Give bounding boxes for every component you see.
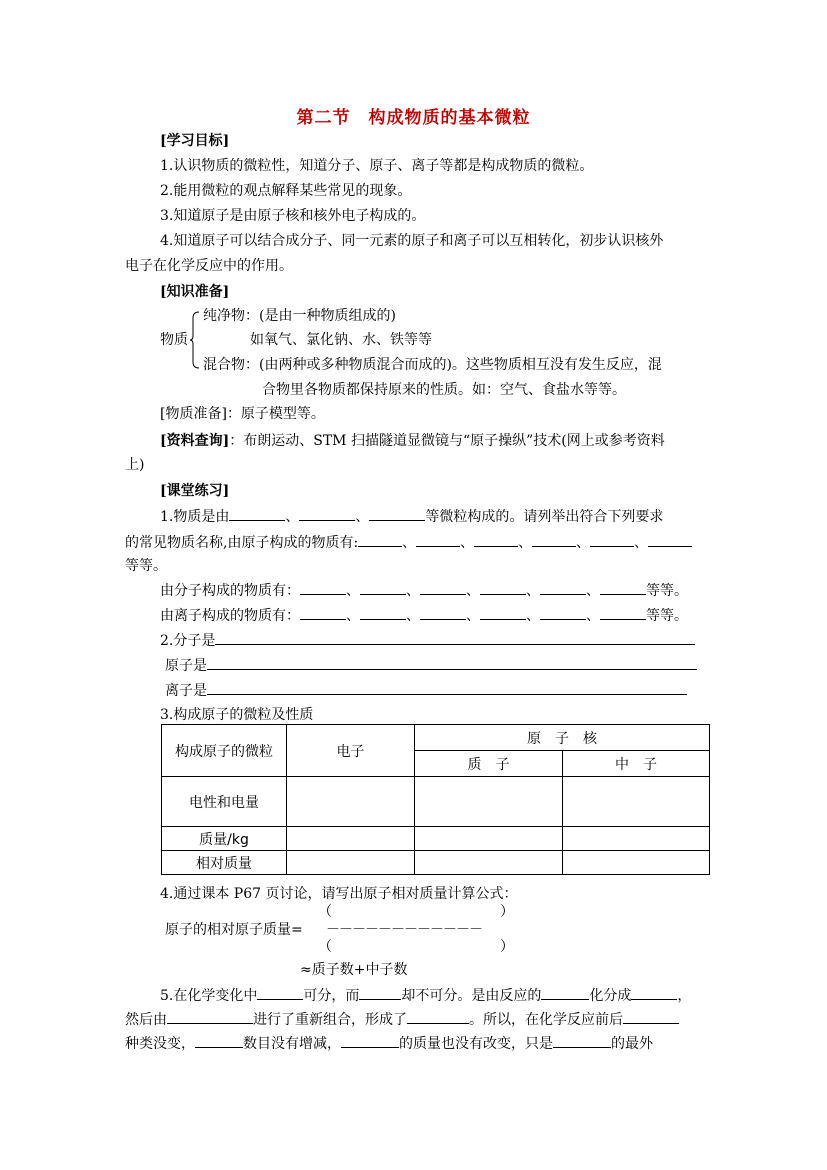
- atom-particles-table: [161, 724, 710, 875]
- goal-item: 1.认识物质的微粒性，知道分子、原子、离子等都是构成物质的微粒。: [160, 158, 594, 174]
- row-relative-mass: 相对质量: [162, 851, 287, 875]
- answer-blank[interactable]: [600, 605, 646, 620]
- materials-label: [物质准备]: [160, 406, 227, 422]
- answer-blank[interactable]: [407, 1009, 469, 1024]
- reference-line: [160, 431, 665, 451]
- brace-icon: [190, 310, 200, 370]
- answer-cell[interactable]: [287, 851, 415, 875]
- answer-blank[interactable]: [532, 532, 576, 547]
- answer-blank[interactable]: [474, 532, 518, 547]
- answer-blank[interactable]: [207, 655, 697, 670]
- mixture-cont: 合物里各物质都保持原来的性质。如：空气、食盐水等等。: [262, 382, 626, 398]
- answer-blank[interactable]: [623, 1009, 679, 1024]
- ion-substances: 由离子构成的物质有： 、 、 、 、 、 等等。: [160, 605, 688, 626]
- answer-cell[interactable]: [287, 827, 415, 851]
- goal-item: 电子在化学反应中的作用。: [125, 258, 293, 274]
- answer-blank[interactable]: [420, 580, 466, 595]
- answer-blank[interactable]: [215, 630, 695, 645]
- goal-item: 4.知道原子可以结合成分子、同一元素的原子和离子可以互相转化，初步认识核外: [160, 233, 664, 249]
- question-5-line-2: 然后由 进行了重新组合，形成了 。所以，在化学反应前后: [125, 1009, 679, 1030]
- answer-blank[interactable]: [480, 580, 526, 595]
- answer-cell[interactable]: [415, 827, 563, 851]
- answer-blank[interactable]: [420, 605, 466, 620]
- header-electron: 电子: [287, 725, 415, 777]
- pure-examples: 如氧气、氯化钠、水、铁等等: [250, 332, 432, 348]
- row-charge: 电性和电量: [162, 777, 287, 827]
- answer-blank[interactable]: [540, 605, 586, 620]
- answer-blank[interactable]: [600, 580, 646, 595]
- question-5-line-3: 种类没变， 数目没有增减， 的质量也没有改变，只是 的最外: [125, 1033, 653, 1054]
- answer-blank[interactable]: [648, 532, 692, 547]
- formula-label: 原子的相对原子质量=: [165, 922, 303, 938]
- substance-label: 物质: [160, 332, 188, 348]
- question-2-atom: 原子是: [165, 655, 697, 676]
- row-mass: 质量/kg: [162, 827, 287, 851]
- answer-blank[interactable]: [360, 605, 406, 620]
- materials-line: [160, 404, 325, 424]
- question-4: 4.通过课本 P67 页讨论，请写出原子相对质量计算公式：: [160, 886, 518, 902]
- answer-blank[interactable]: [358, 532, 402, 547]
- answer-blank[interactable]: [300, 605, 346, 620]
- answer-blank[interactable]: [299, 506, 355, 521]
- answer-blank[interactable]: [480, 605, 526, 620]
- answer-cell[interactable]: [287, 777, 415, 827]
- reference-cont: 上): [125, 457, 145, 473]
- goals-heading: [学习目标]: [160, 133, 230, 149]
- page-title: 第二节 构成物质的基本微粒: [296, 108, 531, 128]
- reference-text: ：布朗运动、STM 扫描隧道显微镜与“原子操纵”技术(网上或参考资料: [229, 433, 665, 449]
- answer-blank[interactable]: [359, 985, 401, 1000]
- fraction-line: －－－－－－－－－－－－: [326, 922, 482, 938]
- reference-label: [资料查询]: [160, 433, 230, 449]
- header-neutron: 中 子: [563, 751, 710, 777]
- formula-denominator[interactable]: （ ）: [318, 939, 514, 955]
- pure-substance: 纯净物：(是由一种物质组成的): [203, 308, 396, 324]
- mixture: 混合物：(由两种或多种物质混合而成的)。这些物质相互没有发生反应，混: [203, 357, 662, 373]
- answer-cell[interactable]: [563, 827, 710, 851]
- answer-blank[interactable]: [631, 985, 677, 1000]
- answer-cell[interactable]: [563, 777, 710, 827]
- answer-blank[interactable]: [553, 1033, 611, 1048]
- answer-blank[interactable]: [229, 506, 285, 521]
- formula-approx: ≈质子数+中子数: [300, 962, 408, 978]
- prep-heading: [知识准备]: [160, 284, 230, 300]
- answer-blank[interactable]: [540, 580, 586, 595]
- practice-heading: [课堂练习]: [160, 483, 230, 499]
- materials-text: ：原子模型等。: [226, 406, 325, 422]
- answer-cell[interactable]: [563, 851, 710, 875]
- answer-cell[interactable]: [415, 777, 563, 827]
- question-1: 1.物质是由 、 、 等微粒构成的。请列举出符合下列要求: [160, 506, 663, 527]
- answer-blank[interactable]: [416, 532, 460, 547]
- question-1-atoms: 的常见物质名称,由原子构成的物质有: 、 、 、 、 、: [125, 532, 692, 553]
- answer-blank[interactable]: [369, 506, 425, 521]
- question-5: 5.在化学变化中 可分，而 却不可分。是由反应的 化分成 ，: [160, 985, 691, 1006]
- question-2-ion: 离子是: [165, 680, 687, 701]
- question-1-etc: 等等。: [125, 558, 167, 574]
- answer-blank[interactable]: [300, 580, 346, 595]
- answer-blank[interactable]: [360, 580, 406, 595]
- question-3: 3.构成原子的微粒及性质: [160, 707, 314, 723]
- formula-numerator[interactable]: （ ）: [318, 904, 514, 920]
- goal-item: 3.知道原子是由原子核和核外电子构成的。: [160, 208, 426, 224]
- question-2: 2.分子是: [160, 630, 695, 651]
- header-particle: 构成原子的微粒: [162, 725, 287, 777]
- answer-blank[interactable]: [207, 680, 687, 695]
- goal-item: 2.能用微粒的观点解释某些常见的现象。: [160, 183, 412, 199]
- answer-blank[interactable]: [195, 1033, 243, 1048]
- answer-blank[interactable]: [257, 985, 303, 1000]
- answer-cell[interactable]: [415, 851, 563, 875]
- answer-blank[interactable]: [341, 1033, 399, 1048]
- header-proton: 质 子: [415, 751, 563, 777]
- answer-blank[interactable]: [590, 532, 634, 547]
- molecule-substances: 由分子构成的物质有： 、 、 、 、 、 等等。: [160, 580, 688, 601]
- answer-blank[interactable]: [167, 1009, 253, 1024]
- header-nucleus: 原 子 核: [415, 725, 710, 751]
- answer-blank[interactable]: [541, 985, 589, 1000]
